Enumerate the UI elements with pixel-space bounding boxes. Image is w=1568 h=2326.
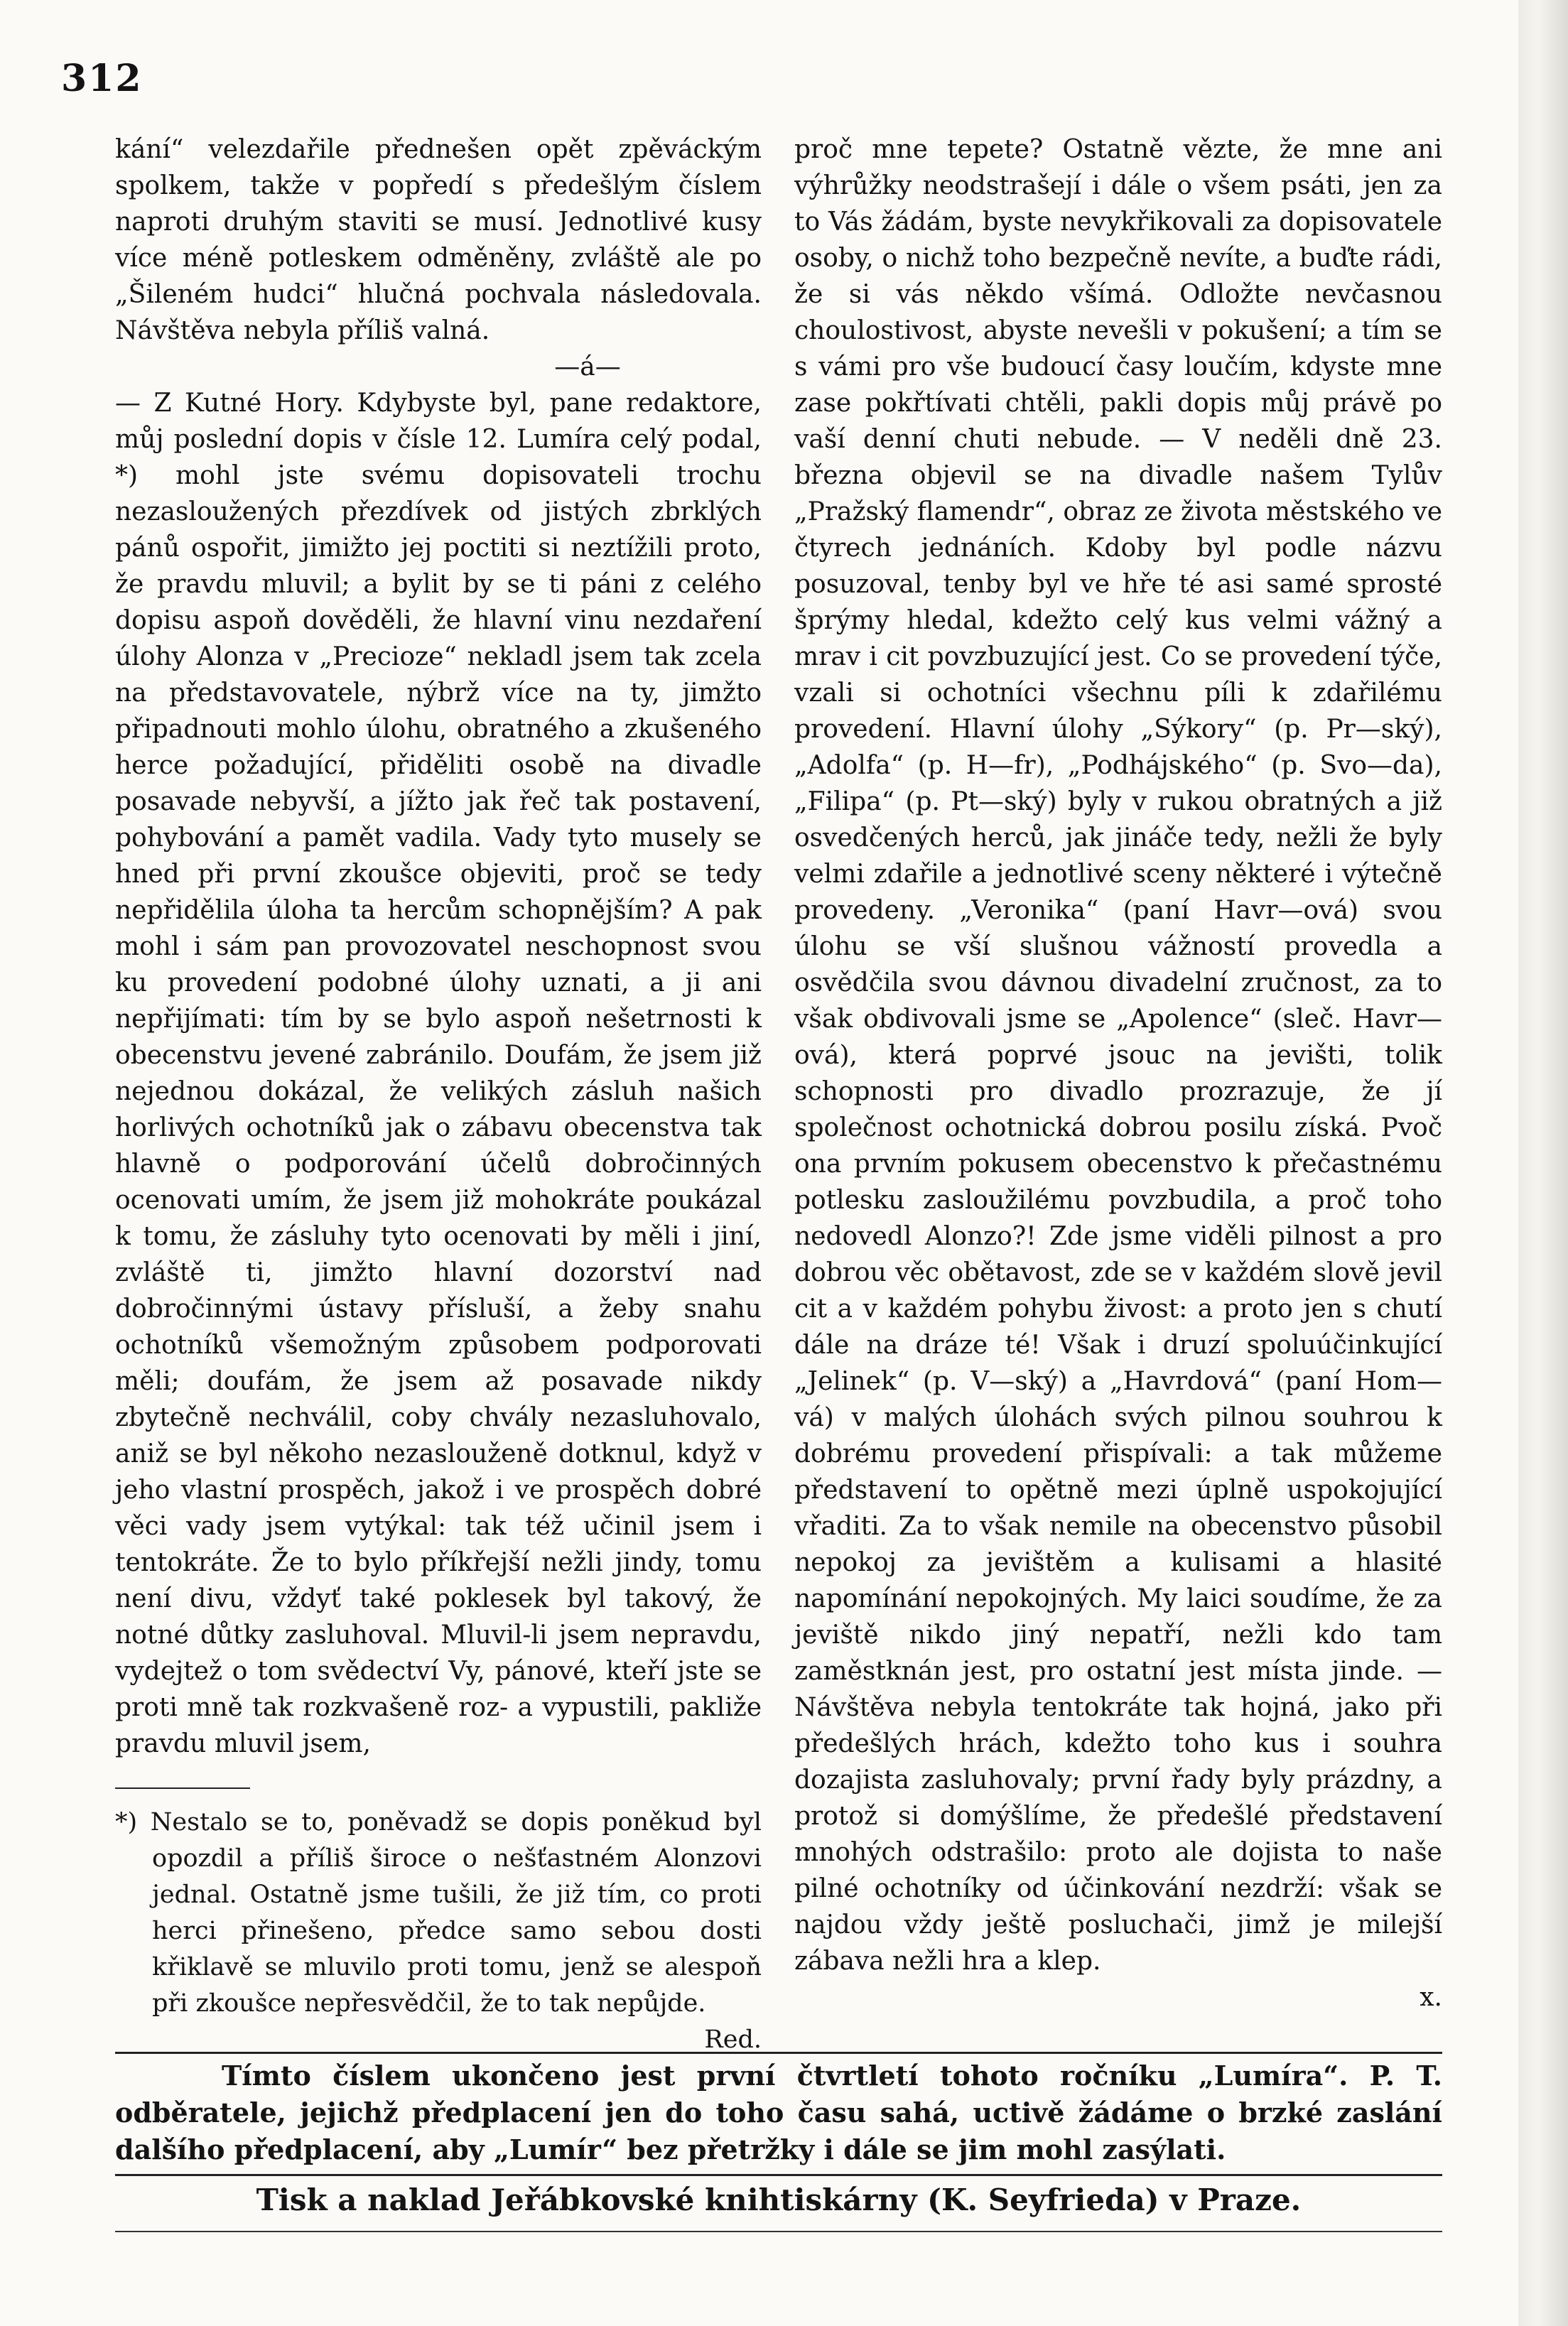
left-column: [115, 131, 762, 2058]
page-number: 312: [61, 57, 143, 100]
footnote-text: *) Nestalo se to, poněvadž se dopis poněkud byl opozdil a příliš široce o nešťastném Alonzovi jednal. Ostatně jsme tušili, že již tím, co proti herci přinešeno, předce samo sebou dosti křiklavě se mluvilo proti tomu, jenž se alespoň při zkoušce nepřesvědčil, že to tak nepůjde.: [115, 1808, 762, 2018]
bottom-rule: [115, 2231, 1442, 2232]
footnote-divider: [115, 1787, 250, 1789]
right-signature: x.: [1420, 1983, 1442, 2012]
section-signature: —á—: [554, 352, 621, 382]
right-paragraph: proč mne tepete? Ostatně vězte, že mne ani výhrůžky neodstrašejí i dále o všem psáti, jen za to Vás žádám, byste nevykřikovali za dopisovatele osoby, o nichž toho bezpečně nevíte, a buďte rádi, že si vás někdo všímá. Odložte nevčasnou choulostivost, abyste nevešli v pokušení; a tím se s vámi pro vše budoucí časy loučím, kdyste mne zase pokřtívati chtěli, pakli dopis můj právě po vaší denní chuti nebude. — V neděli dně 23. března objevil se na divadle našem Tylův „Pražský flamendr“, obraz ze života městského ve čtyrech jednáních. Kdoby byl podle názvu posuzoval, tenby byl ve hře té asi samé sprosté šprýmy hledal, kdežto celý kus velmi vážný a mrav i cit povzbuzující jest. Co se provedení týče, vzali si ochotníci všechnu píli k zdařilému provedení. Hlavní úlohy „Sýkory“ (p. Pr—ský), „Adolfa“ (p. H—fr), „Podhájského“ (p. Svo—da), „Filipa“ (p. Pt—ský) byly v rukou obratných a již osvedčených herců, jak jináče tedy, nežli že byly velmi zdařile a jednotlivé sceny některé i výtečně provedeny. „Veronika“ (paní Havr—ová) svou úlohu se vší slušnou vážností provedla a osvědčila svou dávnou divadelní zručnost, za to však obdivovali jsme se „Apolence“ (sleč. Havr—ová), která poprvé jsouc na jevišti, tolik schopnosti pro divadlo prozrazuje, že jí společnost ochotnická dobrou posilu získá. Pvoč ona prvním pokusem obecenstvo k přečastnému potlesku zasloužilému povzbudila, a proč toho nedovedl Alonzo?! Zde jsme viděli pilnost a pro dobrou věc obětavost, zde se v každém slově jevil cit a v každém pohybu živost: a proto jen s chutí dále na dráze té! Však i druzí spoluúčinkující „Jelinek“ (p. V—ský) a „Havrdová“ (paní Hom—vá) v malých úlohách svých pilnou souhrou k dobrému provedení přispívali: a tak můžeme představení to opětně mezi úplně uspokojující vřaditi. Za to však nemile na obecenstvo působil nepokoj za jevištěm a kulisami a hlasité napomínání nepokojných. My laici soudíme, že za jeviště nikdo jiný nepatří, nežli kdo tam zaměstknán jest, pro ostatní jest místa jinde. — Návštěva nebyla tentokráte tak hojná, jako při předešlých hrách, kdežto toho kus i souhra dozajista zasluhovaly; první řady byly prázdny, a protož si domýšlíme, že předešlé představení mnohých odstrašilo: proto ale dojista to naše pilné ochotníky od účinkování nezdrží: však se najdou vždy ještě posluchači, jimž je milejší zábava nežli hra a klep.: [794, 135, 1442, 1976]
right-column: [794, 131, 1442, 2016]
imprint-rule: [115, 2174, 1442, 2176]
notice-top-rule: [115, 2052, 1442, 2054]
printer-imprint: Tisk a naklad Jeřábkovské knihtiskárny (K. Seyfrieda) v Praze.: [256, 2182, 1302, 2217]
footnote-signature: Red.: [704, 2025, 762, 2054]
left-paragraph-1: kání“ velezdařile přednešen opět zpěváckým spolkem, takže v popředí s předešlým číslem naproti druhým staviti se musí. Jednotlivé kusy více méně potleskem odměněny, zvláště ale po „Šileném hudci“ hlučná pochvala následovala. Návštěva nebyla příliš valná.: [115, 135, 762, 345]
subscription-notice: Tímto číslem ukončeno jest první čtvrtletí tohoto ročníku „Lumíra“. P. T. odběratele, jejichž předplacení jen do toho času sahá, uctivě žádáme o brzké zaslání dalšího předplacení, aby „Lumír“ bez přetržky i dále se jim mohl zasýlati.: [115, 2060, 1442, 2165]
binding-edge: [1518, 0, 1568, 2326]
footnote: [115, 1805, 762, 2058]
left-paragraph-2: — Z Kutné Hory. Kdybyste byl, pane redaktore, můj poslední dopis v čísle 12. Lumíra celý podal, *) mohl jste svému dopisovateli trochu nezasloužených přezdívek od jistých zbrklých pánů ospořit, jimižto jej poctiti si neztížili proto, že pravdu mluvil; a bylit by se ti páni z celého dopisu aspoň dověděli, že hlavní vinu nezdaření úlohy Alonza v „Precioze“ nekladl jsem tak zcela na představovatele, nýbrž více na ty, jimžto připadnouti mohlo úlohu, obratného a zkušeného herce požadující, přiděliti osobě na divadle posavade nebyvší, a jížto jak řeč tak postavení, pohybování a pamět vadila. Vady tyto musely se hned při první zkoušce objeviti, proč se tedy nepřidělila úloha ta hercům schopnějším? A pak mohl i sám pan provozovatel neschopnost svou ku provedení podobné úlohy uznati, a ji ani nepřijímati: tím by se bylo aspoň nešetrnosti k obecenstvu jevené zabránilo. Doufám, že jsem již nejednou dokázal, že velikých zásluh našich horlivých ochotníků jak o zábavu obecenstva tak hlavně o podporování účelů dobročinných ocenovati umím, že jsem již mohokráte poukázal k tomu, že zásluhy tyto ocenovati by měli i jiní, zvláště ti, jimžto hlavní dozorství nad dobročinnými ústavy přísluší, a žeby snahu ochotníků všemožným způsobem podporovati měli; doufám, že jsem až posavade nikdy zbytečně nechválil, coby chvály nezasluhovalo, aniž se byl někoho nezaslouženě dotknul, když v jeho vlastní prospěch, jakož i ve prospěch dobré věci vady jsem vytýkal: tak též učinil jsem i tentokráte. Že to bylo příkřejší nežli jindy, tomu není divu, vždyť také poklesek byl takový, že notné důtky zasluhoval. Mluvil-li jsem nepravdu, vydejtež o tom svědectví Vy, pánové, kteří jste se proti mně tak rozkvašeně roz- a vypustili, pakliže pravdu mluvil jsem,: [115, 389, 762, 1758]
